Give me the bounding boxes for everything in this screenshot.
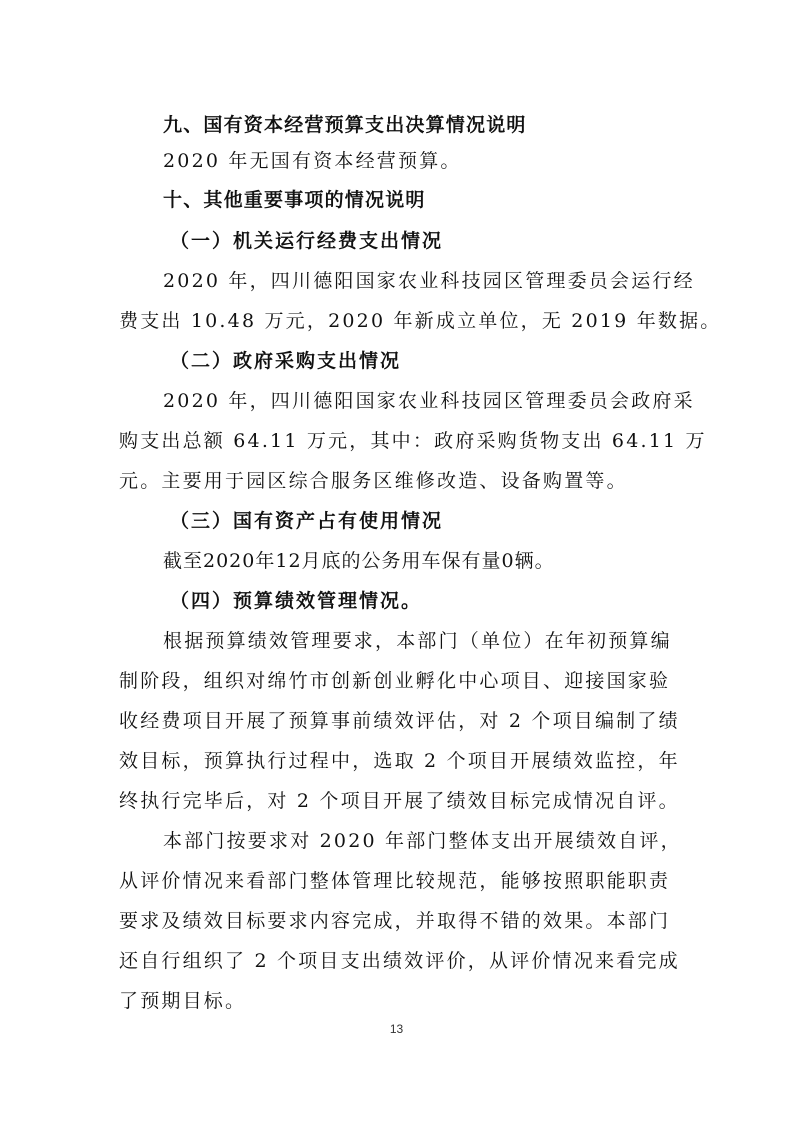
subsection-4-para-1-line-3: 收经费项目开展了预算事前绩效评估，对 2 个项目编制了绩 [119,710,680,732]
subsection-4-para-2-line-3: 要求及绩效目标要求内容完成，并取得不错的效果。本部门 [119,910,671,932]
subsection-3-heading: （三）国有资产占有使用情况 [170,510,444,532]
subsection-4-para-2-line-1: 本部门按要求对 2020 年部门整体支出开展绩效自评， [163,830,682,852]
subsection-3-text: 截至2020年12月底的公务用车保有量0辆。 [163,550,555,572]
subsection-1-line-1: 2020 年，四川德阳国家农业科技园区管理委员会运行经 [163,270,695,292]
subsection-4-para-2-line-5: 了预期目标。 [119,990,247,1012]
subsection-2-heading: （二）政府采购支出情况 [170,350,402,372]
section-9-heading: 九、国有资本经营预算支出决算情况说明 [163,114,527,136]
section-9-text: 2020 年无国有资本经营预算。 [163,150,462,172]
subsection-2-line-3: 元。主要用于园区综合服务区维修改造、设备购置等。 [119,470,628,492]
subsection-2-line-2: 购支出总额 64.11 万元，其中：政府采购货物支出 64.11 万 [119,430,707,452]
subsection-2-line-1: 2020 年，四川德阳国家农业科技园区管理委员会政府采 [163,390,695,412]
subsection-4-para-2-line-4: 还自行组织了 2 个项目支出绩效评价，从评价情况来看完成 [119,950,680,972]
section-10-heading: 十、其他重要事项的情况说明 [163,189,426,211]
subsection-1-line-2: 费支出 10.48 万元，2020 年新成立单位，无 2019 年数据。 [119,310,722,332]
subsection-4-para-1-line-4: 效目标，预算执行过程中，选取 2 个项目开展绩效监控，年 [119,750,680,772]
subsection-1-heading: （一）机关运行经费支出情况 [170,230,444,252]
subsection-4-para-1-line-1: 根据预算绩效管理要求，本部门（单位）在年初预算编 [163,630,672,652]
subsection-4-heading: （四）预算绩效管理情况。 [170,590,423,612]
subsection-4-para-2-line-2: 从评价情况来看部门整体管理比较规范，能够按照职能职责 [119,870,671,892]
subsection-4-para-1-line-2: 制阶段，组织对绵竹市创新创业孵化中心项目、迎接国家验 [119,670,671,692]
page-number: 13 [389,1022,404,1036]
subsection-4-para-1-line-5: 终执行完毕后，对 2 个项目开展了绩效目标完成情况自评。 [119,790,680,812]
